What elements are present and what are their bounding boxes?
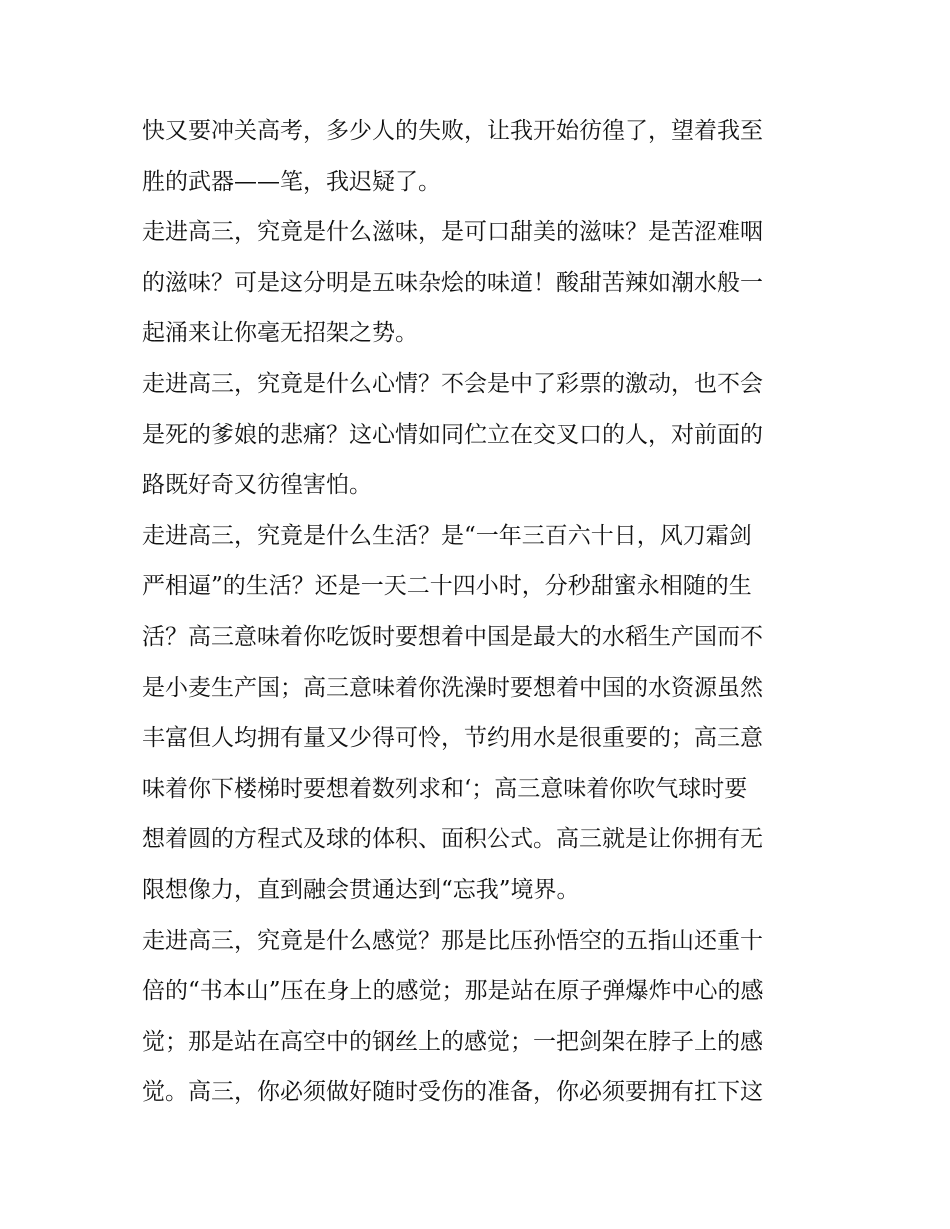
text-line: 胜的武器——笔，我迟疑了。 — [142, 168, 441, 195]
text-line: 走进高三，究竟是什么感觉？那是比压孙悟空的五指山还重十 — [142, 927, 763, 954]
text-line: 严相逼”的生活？还是一天二十四小时，分秒甜蜜永相随的生 — [142, 573, 752, 600]
text-line: 味着你下楼梯时要想着数列求和‘；高三意味着你吹气球时要 — [142, 775, 748, 802]
text-line: 想着圆的方程式及球的体积、面积公式。高三就是让你拥有无 — [142, 826, 763, 853]
text-line: 觉；那是站在高空中的钢丝上的感觉；一把剑架在脖子上的感 — [142, 1028, 763, 1055]
text-line: 是死的爹娘的悲痛？这心情如同伫立在交叉口的人，对前面的 — [142, 421, 763, 448]
text-line: 起涌来让你毫无招架之势。 — [142, 320, 418, 347]
text-line: 活？高三意味着你吃饭时要想着中国是最大的水稻生产国而不 — [142, 623, 763, 650]
text-line: 丰富但人均拥有量又少得可怜，节约用水是很重要的；高三意 — [142, 725, 763, 752]
text-line: 是小麦生产国；高三意味着你洗澡时要想着中国的水资源虽然 — [142, 674, 763, 701]
text-line: 倍的“书本山”压在身上的感觉；那是站在原子弹爆炸中心的感 — [142, 978, 764, 1005]
text-line: 觉。高三，你必须做好随时受伤的准备，你必须要拥有扛下这 — [142, 1079, 763, 1106]
text-line: 走进高三，究竟是什么滋味，是可口甜美的滋味？是苦涩难咽 — [142, 219, 763, 246]
body-text — [142, 106, 814, 1118]
text-line: 走进高三，究竟是什么心情？不会是中了彩票的激动，也不会 — [142, 370, 763, 397]
text-line: 快又要冲关高考，多少人的失败，让我开始彷徨了，望着我至 — [142, 118, 763, 144]
text-line: 限想像力，直到融会贯通达到“忘我”境界。 — [142, 876, 580, 903]
text-line: 走进高三，究竟是什么生活？是“一年三百六十日，风刀霜剑 — [142, 522, 752, 549]
text-line: 的滋味？可是这分明是五味杂烩的味道！酸甜苦辣如潮水般一 — [142, 269, 763, 296]
text-line: 路既好奇又彷徨害怕。 — [142, 472, 372, 499]
